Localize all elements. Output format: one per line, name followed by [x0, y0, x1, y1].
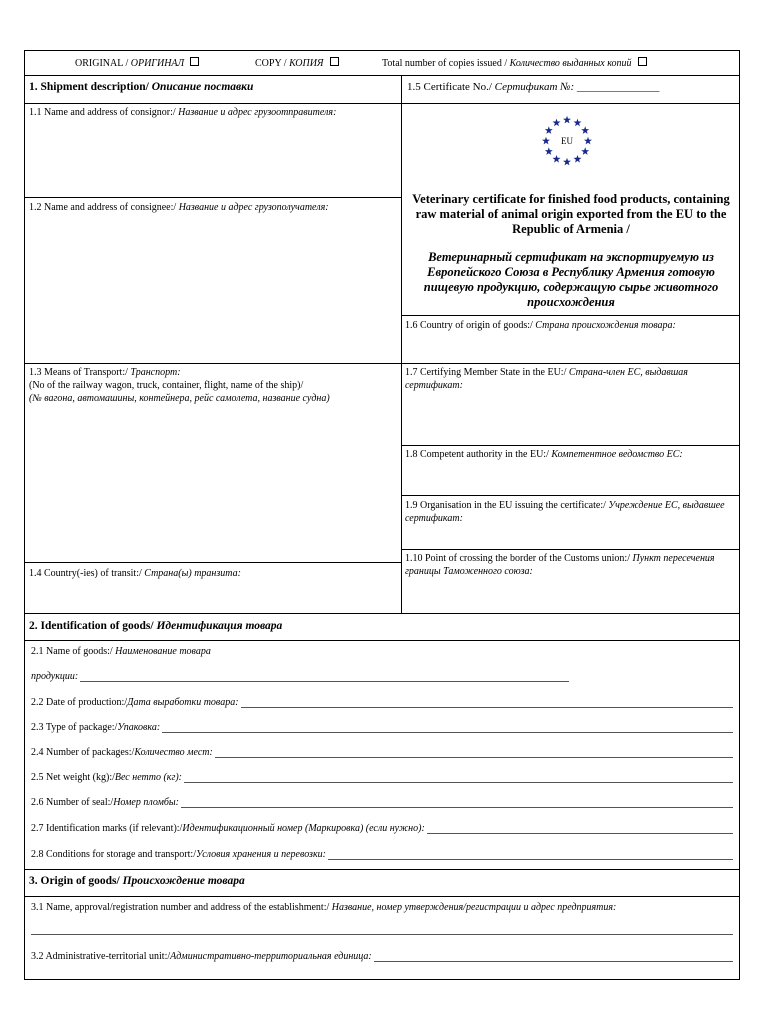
- original-label: ORIGINAL /: [75, 58, 131, 69]
- country-of-origin-field[interactable]: 1.6 Country of origin of goods:/ Страна происхождения товара:: [405, 320, 676, 331]
- consignee-field[interactable]: 1.2 Name and address of consignee:/ Название и адрес грузополучателя:: [29, 202, 329, 213]
- divider: [25, 640, 739, 641]
- original-option[interactable]: [75, 57, 199, 70]
- transit-country-field[interactable]: 1.4 Country(-ies) of transit:/ Страна(ы) транзита:: [29, 568, 241, 579]
- divider: [25, 75, 739, 76]
- divider: [401, 445, 739, 446]
- certificate-form: [24, 50, 740, 980]
- section-2-title: 2. Identification of goods/ Идентификация товара: [29, 620, 283, 632]
- section-3-title: 3. Origin of goods/ Происхождение товара: [29, 875, 245, 887]
- goods-name-field[interactable]: продукции:: [31, 668, 569, 682]
- copy-label-ru: КОПИЯ: [289, 58, 324, 69]
- divider: [25, 869, 739, 870]
- star-icon: [553, 119, 561, 127]
- divider: [401, 495, 739, 496]
- copies-count-label-ru: Количество выданных копий: [509, 58, 632, 69]
- establishment-label: 3.1 Name, approval/registration number and address of the establishment:/ Название, номер утверждения/регистрации и адрес предприятия:: [31, 902, 617, 913]
- copy-option[interactable]: [255, 57, 339, 70]
- divider: [25, 896, 739, 897]
- copies-count-option[interactable]: [382, 57, 647, 70]
- eu-stars-logo: [536, 113, 598, 169]
- seal-number-field[interactable]: 2.6 Number of seal:/ Номер пломбы:: [31, 794, 733, 808]
- certificate-title-en: Veterinary certificate for finished food products, containing raw material of animal origin exported from the EU to the Republic of Armenia /: [412, 192, 730, 236]
- column-divider: [401, 75, 402, 613]
- transport-hint: (No of the railway wagon, truck, container, flight, name of the ship)/: [29, 380, 304, 391]
- section-1-title: 1. Shipment description/ Описание поставки: [29, 81, 254, 93]
- divider: [401, 549, 739, 550]
- certificate-title-ru: Ветеринарный сертификат на экспортируемую из Европейского Союза в Республику Армения готовую пищевую продукцию, содержащую сырье животного происхождения: [423, 250, 719, 309]
- star-icon: [574, 119, 582, 127]
- consignor-field[interactable]: 1.1 Name and address of consignor:/ Название и адрес грузоотправителя:: [29, 107, 337, 118]
- copies-count-checkbox[interactable]: [638, 57, 647, 66]
- star-icon: [563, 158, 571, 166]
- star-icon: [545, 147, 553, 155]
- certifying-member-state-field[interactable]: 1.7 Certifying Member State in the EU:/ Страна-член ЕС, выдавшая сертификат:: [405, 367, 688, 391]
- production-date-field[interactable]: 2.2 Date of production:/ Дата выработки товара:: [31, 694, 733, 708]
- issuing-organisation-field[interactable]: 1.9 Organisation in the EU issuing the certificate:/ Учреждение ЕС, выдавшее сертификат:: [405, 500, 725, 524]
- star-icon: [542, 137, 550, 145]
- original-label-ru: ОРИГИНАЛ: [130, 58, 185, 69]
- copies-count-label: Total number of copies issued /: [382, 58, 510, 69]
- certificate-number-field[interactable]: 1.5 Certificate No./ Сертификат №: _______________: [407, 81, 660, 93]
- net-weight-field[interactable]: 2.5 Net weight (kg):/ Вес нетто (кг):: [31, 769, 733, 783]
- package-type-field[interactable]: 2.3 Type of package:/ Упаковка:: [31, 719, 733, 733]
- transport-hint-ru: (№ вагона, автомашины, контейнера, рейс самолета, название судна): [29, 393, 330, 404]
- copy-checkbox[interactable]: [330, 57, 339, 66]
- divider: [25, 613, 739, 614]
- original-checkbox[interactable]: [190, 57, 199, 66]
- storage-conditions-field[interactable]: 2.8 Conditions for storage and transport:/ Условия хранения и перевозки:: [31, 846, 733, 860]
- divider: [25, 363, 401, 364]
- divider: [401, 363, 739, 364]
- divider: [25, 197, 401, 198]
- eu-logo-text: EU: [561, 136, 573, 146]
- star-icon: [581, 147, 589, 155]
- border-crossing-point-field[interactable]: 1.10 Point of crossing the border of the Customs union:/ Пункт пересечения границы Таможенного союза:: [405, 553, 715, 577]
- star-icon: [553, 155, 561, 163]
- star-icon: [574, 155, 582, 163]
- goods-name-label: 2.1 Name of goods:/ Наименование товара: [31, 646, 211, 657]
- transport-field[interactable]: 1.3 Means of Transport:/ Транспорт:: [29, 367, 181, 378]
- copy-label: COPY /: [255, 58, 290, 69]
- star-icon: [563, 116, 571, 124]
- divider: [25, 562, 401, 563]
- star-icon: [581, 126, 589, 134]
- admin-unit-field[interactable]: 3.2 Administrative-territorial unit:/ Административно-территориальная единица:: [31, 948, 733, 962]
- packages-count-field[interactable]: 2.4 Number of packages:/ Количество мест:: [31, 744, 733, 758]
- divider: [25, 103, 739, 104]
- identification-marks-field[interactable]: 2.7 Identification marks (if relevant):/ Идентификационный номер (Маркировка) (если нужно):: [31, 820, 733, 834]
- competent-authority-field[interactable]: 1.8 Competent authority in the EU:/ Компетентное ведомство ЕС:: [405, 449, 683, 460]
- establishment-field[interactable]: [31, 934, 733, 935]
- divider: [401, 315, 739, 316]
- star-icon: [584, 137, 592, 145]
- star-icon: [545, 126, 553, 134]
